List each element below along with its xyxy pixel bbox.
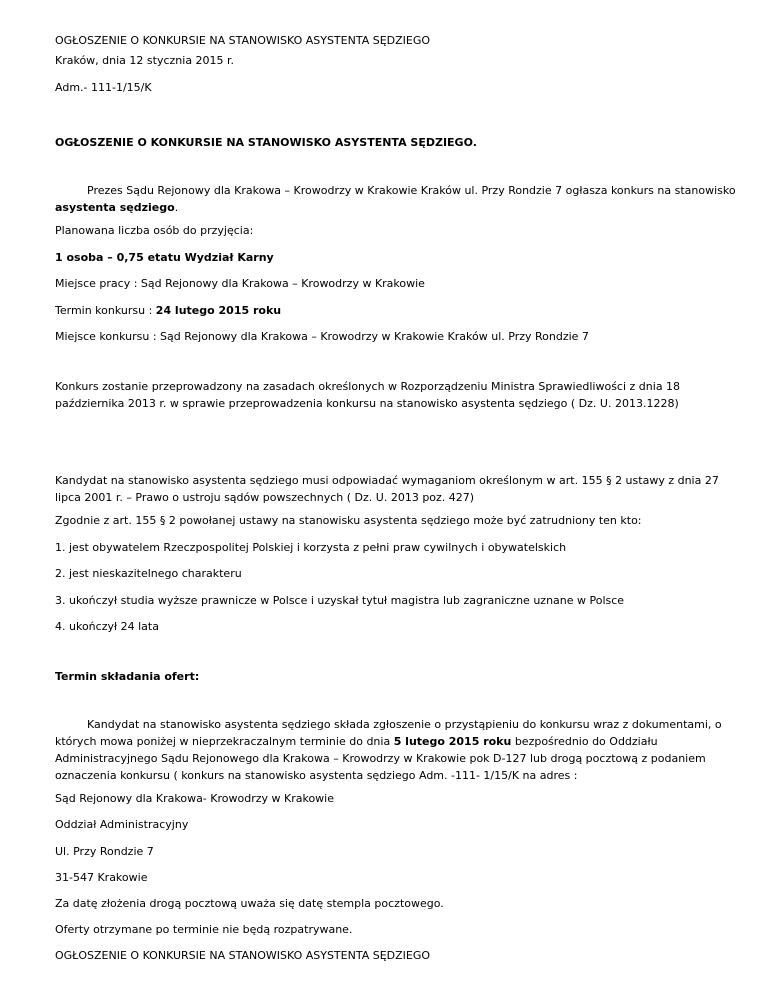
intro-end: . <box>174 201 179 214</box>
planned-label: Planowana liczba osób do przyjęcia: <box>55 224 254 237</box>
criteria-item: 2. jest nieskazitelnego charakteru <box>55 567 242 580</box>
document-title: OGŁOSZENIE O KONKURSIE NA STANOWISKO ASYSTENTA SĘDZIEGO <box>55 34 431 47</box>
workplace: Miejsce pracy : Sąd Rejonowy dla Krakowa – Krowodrzy w Krakowie <box>55 277 425 290</box>
address-line: Sąd Rejonowy dla Krakowa- Krowodrzy w Krakowie <box>55 792 335 805</box>
contest-place: Miejsce konkursu : Sąd Rejonowy dla Krakowa – Krowodrzy w Krakowie Kraków ul. Przy Rondzie 7 <box>55 330 589 343</box>
eligibility-intro: Zgodnie z art. 155 § 2 powołanej ustawy na stanowisku asystenta sędziego może być zatrudniony ten kto: <box>55 514 642 527</box>
announcement-heading: OGŁOSZENIE O KONKURSIE NA STANOWISKO ASYSTENTA SĘDZIEGO. <box>55 136 477 149</box>
postal-note: Za datę złożenia drogą pocztową uważa się datę stempla pocztowego. <box>55 897 444 910</box>
address-line: Ul. Przy Rondzie 7 <box>55 845 154 858</box>
submission-paragraph <box>55 716 745 784</box>
requirements-paragraph: Kandydat na stanowisko asystenta sędziego musi odpowiadać wymaganiom określonym w art. 155 § 2 ustawy z dnia 27 lipca 2001 r. – Prawo o ustroju sądów powszechnych ( Dz. U. 2013 poz. 427) <box>55 474 719 504</box>
address-line: Oddział Administracyjny <box>55 818 189 831</box>
submission-heading: Termin składania ofert: <box>55 670 200 683</box>
deadline-value: 24 lutego 2015 roku <box>155 304 282 317</box>
planned-value: 1 osoba – 0,75 etatu Wydział Karny <box>55 251 274 264</box>
criteria-item: 1. jest obywatelem Rzeczpospolitej Polskiej i korzysta z pełni praw cywilnych i obywatelskich <box>55 541 567 554</box>
intro-position: asystenta sędziego <box>55 201 175 214</box>
contest-deadline <box>55 302 281 319</box>
address-line: 31-547 Krakowie <box>55 871 148 884</box>
submission-text-1: Kandydat na stanowisko asystenta sędziego składa zgłoszenie o przystąpieniu do konkursu wraz z dokumentami, o których mowa poniżej w nieprzekraczalnym terminie do dnia <box>55 718 722 748</box>
submission-date: 5 lutego 2015 roku <box>393 735 512 748</box>
intro-paragraph <box>55 182 745 216</box>
criteria-item: 3. ukończył studia wyższe prawnicze w Polsce i uzyskał tytuł magistra lub zagraniczne uznane w Polsce <box>55 594 625 607</box>
deadline-label: Termin konkursu : <box>55 304 156 317</box>
submission-text-2: bezpośrednio do Oddziału Administracyjnego Sądu Rejonowego dla Krakowa – Krowodrzy w Krakowie pok D-127 lub drogą pocztową z podaniem oznaczenia konkursu ( konkurs na stanowisko asystenta sędziego Adm. -111- 1/15/K na adres : <box>55 735 706 782</box>
reference-number: Adm.- 111-1/15/K <box>55 81 152 94</box>
place-date: Kraków, dnia 12 stycznia 2015 r. <box>55 54 235 67</box>
late-note: Oferty otrzymane po terminie nie będą rozpatrywane. <box>55 923 353 936</box>
intro-text: Prezes Sądu Rejonowy dla Krakowa – Krowodrzy w Krakowie Kraków ul. Przy Rondzie 7 ogłasza konkurs na stanowisko <box>87 184 736 197</box>
footer-title: OGŁOSZENIE O KONKURSIE NA STANOWISKO ASYSTENTA SĘDZIEGO <box>55 949 431 962</box>
regulation-paragraph: Konkurs zostanie przeprowadzony na zasadach określonych w Rozporządzeniu Ministra Sprawiedliwości z dnia 18 października 2013 r. w sprawie przeprowadzenia konkursu na stanowisko asystenta sędziego ( Dz. U. 2013.1228) <box>55 380 681 410</box>
criteria-item: 4. ukończył 24 lata <box>55 620 159 633</box>
